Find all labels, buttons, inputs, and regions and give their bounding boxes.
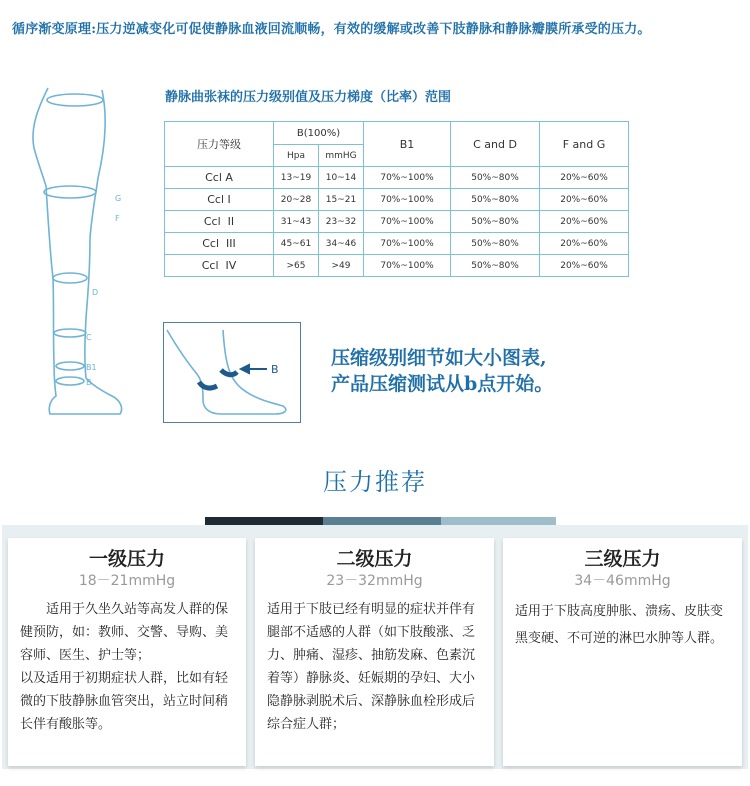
cell-hpa: 13~19 [274, 167, 319, 189]
table-row [165, 189, 629, 211]
cell-fg: 20%~60% [540, 167, 629, 189]
table-row [165, 255, 629, 277]
header-hpa: Hpa [274, 145, 319, 167]
leg-label-c: C [86, 333, 92, 342]
ankle-detail-diagram [163, 322, 301, 423]
cell-cd: 50%~80% [451, 189, 540, 211]
cell-cd: 50%~80% [451, 211, 540, 233]
cell-cd: 50%~80% [451, 167, 540, 189]
pressure-table [164, 121, 629, 277]
cell-cd: 50%~80% [451, 255, 540, 277]
header-fg: F and G [540, 122, 629, 167]
leg-diagram [20, 78, 130, 423]
cell-b1: 70%~100% [364, 211, 451, 233]
cell-hpa: 31~43 [274, 211, 319, 233]
caption-line-2: 产品压缩测试从b点开始。 [331, 373, 554, 395]
leg-label-f: F [115, 214, 120, 223]
table-row [165, 233, 629, 255]
divider-bar-mid [323, 517, 441, 525]
header-cd: C and D [451, 122, 540, 167]
cell-hpa: 20~28 [274, 189, 319, 211]
level-title: 一级压力 [88, 548, 165, 570]
cell-hpa: >65 [274, 255, 319, 277]
table-title: 静脉曲张袜的压力级别值及压力梯度（比率）范围 [165, 90, 452, 105]
leg-label-b1: B1 [86, 363, 97, 372]
cell-mmhg: >49 [319, 255, 364, 277]
header-b1: B1 [364, 122, 451, 167]
ankle-label-b: B [271, 363, 279, 376]
cell-mmhg: 10~14 [319, 167, 364, 189]
level-card-3 [503, 538, 742, 766]
divider-bar-dark [205, 517, 323, 525]
cell-grade: Ccl I [165, 189, 274, 211]
header-grade: 压力等级 [165, 122, 274, 167]
cell-b1: 70%~100% [364, 189, 451, 211]
level-mmhg: 23－32mmHg [326, 573, 423, 589]
level-description [20, 598, 236, 736]
level-title: 三级压力 [584, 548, 661, 570]
cell-mmhg: 15~21 [319, 189, 364, 211]
level-desc-2: 以及适用于初期症状人群，比如有轻微的下肢静脉血管突出，站立时间稍长伴有酸胀等。 [20, 671, 229, 732]
level-mmhg: 34－46mmHg [574, 573, 671, 589]
cell-fg: 20%~60% [540, 189, 629, 211]
level-description [267, 598, 484, 736]
cell-fg: 20%~60% [540, 255, 629, 277]
cell-mmhg: 23~32 [319, 211, 364, 233]
leg-label-b: B [86, 378, 92, 387]
cell-fg: 20%~60% [540, 211, 629, 233]
level-card-2 [255, 538, 494, 766]
cell-grade: Ccl II [165, 211, 274, 233]
table-row [165, 167, 629, 189]
level-card-1 [8, 538, 246, 766]
leg-label-d: D [92, 288, 99, 297]
header-b: B(100%) [274, 122, 364, 145]
compression-caption [331, 345, 553, 397]
level-description [515, 598, 732, 652]
cell-b1: 70%~100% [364, 167, 451, 189]
table-row [165, 211, 629, 233]
header-mmhg: mmHG [319, 145, 364, 167]
cell-b1: 70%~100% [364, 255, 451, 277]
divider-bar-light [441, 517, 556, 525]
cell-b1: 70%~100% [364, 233, 451, 255]
level-desc-1: 适用于下肢已经有明显的症状并伴有腿部不适感的人群（如下肢酸涨、乏力、肿痛、湿疹、抽筋发麻、色素沉着等）静脉炎、妊娠期的孕妇、大小隐静脉剥脱术后、深静脉血栓形成后综合症人群； [267, 602, 476, 732]
cell-fg: 20%~60% [540, 233, 629, 255]
level-title: 二级压力 [336, 548, 413, 570]
section-title: 压力推荐 [323, 468, 427, 496]
cell-cd: 50%~80% [451, 233, 540, 255]
intro-text: 循序渐变原理:压力逆减变化可促使静脉血液回流顺畅，有效的缓解或改善下肢静脉和静脉瓣膜所承受的压力。 [12, 22, 651, 37]
caption-line-1: 压缩级别细节如大小图表, [331, 347, 547, 369]
level-mmhg: 18－21mmHg [78, 573, 176, 589]
cell-grade: Ccl IV [165, 255, 274, 277]
cell-mmhg: 34~46 [319, 233, 364, 255]
cell-hpa: 45~61 [274, 233, 319, 255]
level-desc-1: 适用于下肢高度肿胀、溃疡、皮肤变黑变硬、不可逆的淋巴水肿等人群。 [515, 604, 724, 646]
level-desc-1: 适用于久坐久站等高发人群的保健预防，如：教师、交警、导购、美容师、医生、护士等； [20, 602, 229, 663]
cell-grade: Ccl A [165, 167, 274, 189]
cell-grade: Ccl III [165, 233, 274, 255]
leg-label-g: G [115, 194, 122, 203]
